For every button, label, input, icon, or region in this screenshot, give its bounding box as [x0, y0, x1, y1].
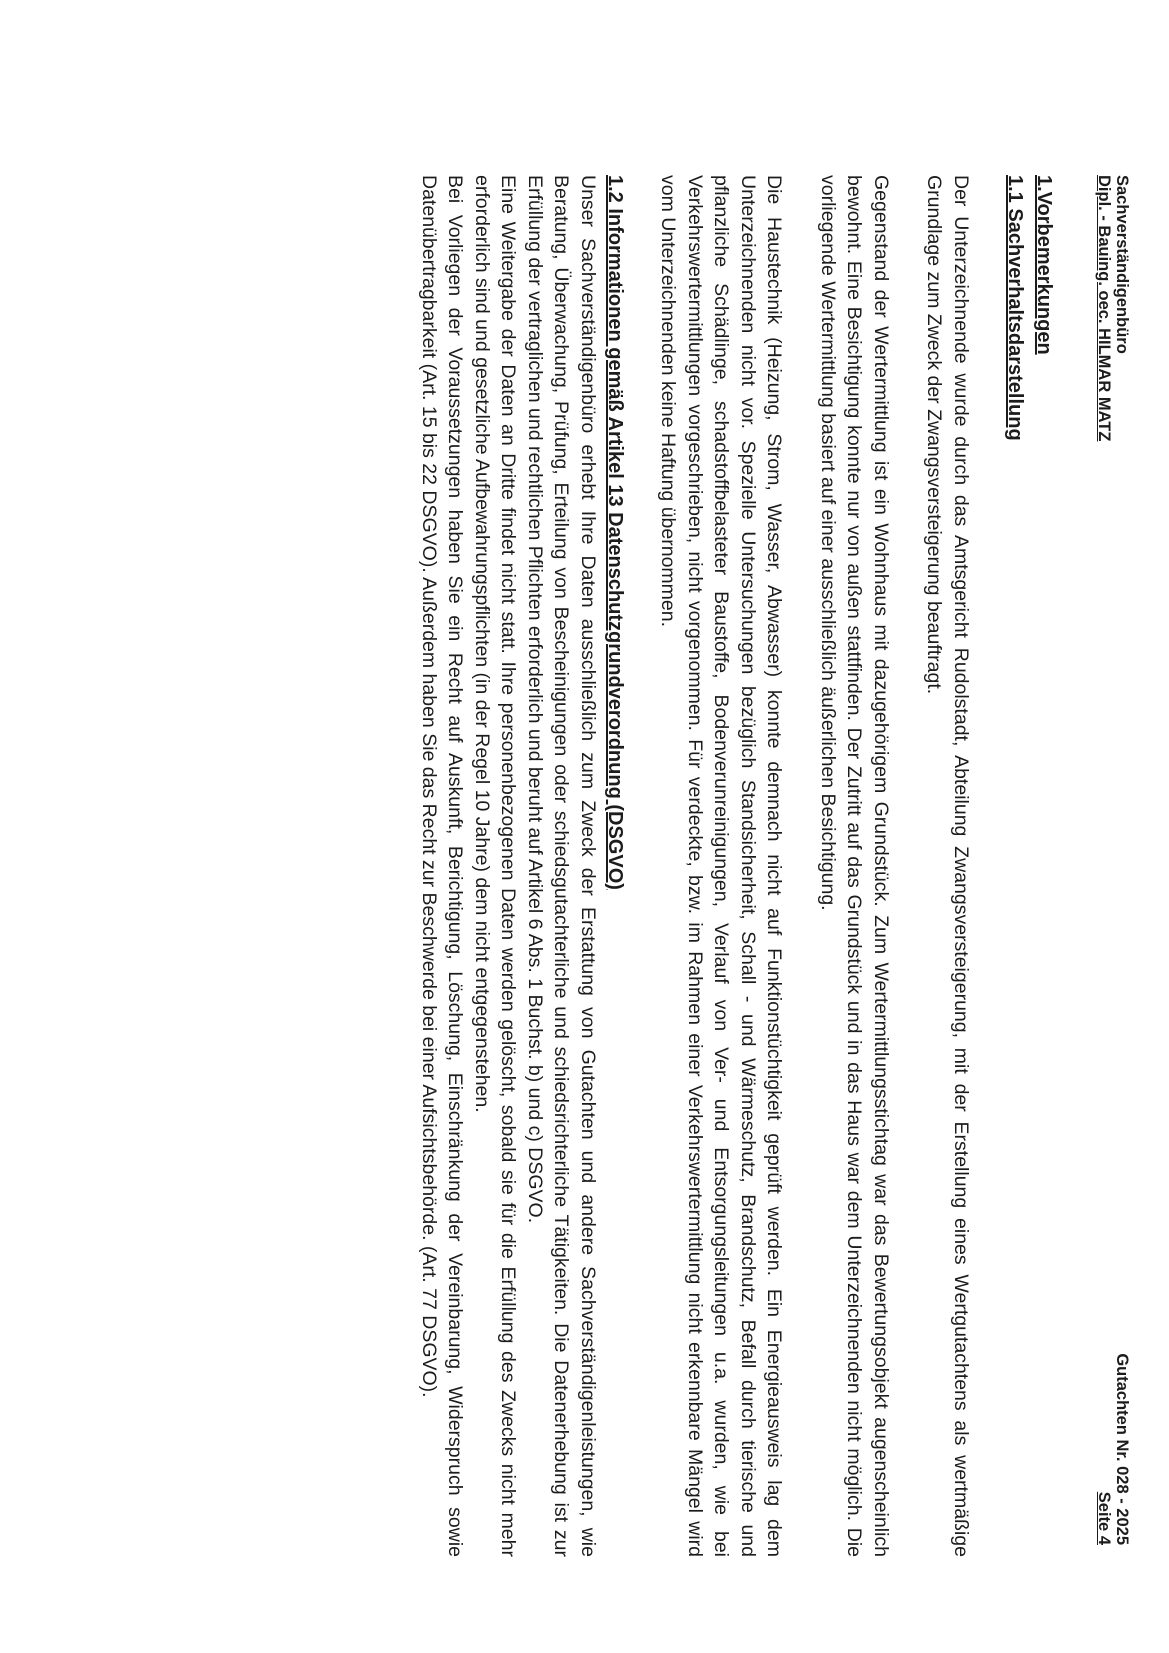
office-block [1095, 175, 1131, 441]
paragraph-datenerhebung: Unser Sachverständigenbüro erhebt Ihre Daten ausschließlich zum Zweck der Erstattung von Gutachten und andere Sachverständigenleistungen, wie Beratung, Überwachung, Prüfung, Erteilung von Bescheinigungen oder schiedsgutachterliche und schiedsrichterliche Tätigkeiten. Die Datenerhebung ist zur Erfüllung der vertraglichen und rechtlichen Pflichten erforderlich und beruht auf Artikel 6 Abs. 1 Buchst. b) und c) DSGVO. [524, 175, 599, 1557]
expert-name: Dipl. - Bauing. oec. HILMAR MATZ [1095, 175, 1113, 442]
paragraph-auftrag: Der Unterzeichnende wurde durch das Amtsgericht Rudolstadt, Abteilung Zwangsversteigerung, mit der Erstellung eines Wertgutachtens als wertmäßige Grundlage zum Zweck der Zwangsversteigerung beauftragt. [923, 175, 972, 1557]
office-name: Sachverständigenbüro [1113, 175, 1131, 354]
page-number: Seite 4 [1095, 1491, 1113, 1545]
document-body [416, 175, 1058, 1557]
paragraph-gegenstand: Gegenstand der Wertermittlung ist ein Wohnhaus mit dazugehörigem Grundstück. Zum Wertermittlungsstichtag war das Bewertungsobjekt augenscheinlich bewohnt. Eine Besichtigung konnte nur von außen stattfinden. Der Zutritt auf das Grundstück und in das Haus war dem Unterzeichnenden nicht möglich. Die vorliegende Wertermittlung basiert auf einer ausschließlich äußerlichen Besichtigung. [817, 175, 892, 1557]
section-heading-vorbemerkungen: 1.Vorbemerkungen [1033, 175, 1055, 355]
paragraph-haustechnik: Die Haustechnik (Heizung, Strom, Wasser, Abwasser) konnte demnach nicht auf Funktionstüchtigkeit geprüft werden. Ein Energieausweis lag dem Unterzeichnenden nicht vor. Spezielle Untersuchungen bezüglich Standsicherheit, Schall - und Wärmeschutz, Brandschutz, Befall durch tierische und pflanzliche Schädlinge, schadstoffbelasteter Baustoffe, Bodenverunreinigungen, Verlauf von Ver- und Entsorgungsleitungen u.a. wurden, wie bei Verkehrswertermittlungen vorgeschrieben, nicht vorgenommen. Für verdeckte, bzw. im Rahmen einer Verkehrswertermittlung nicht erkennbare Mängel wird vom Unterzeichnenden keine Haftung übernommen. [657, 175, 786, 1557]
paragraph-weitergabe: Eine Weitergabe der Daten an Dritte findet nicht statt. Ihre personenbezogenen Daten werden gelöscht, sobald sie für die Erfüllung des Zwecks nicht mehr erforderlich sind und gesetzliche Aufbewahrungspflichten (in der Regel 10 Jahre) dem nicht entgegenstehen. [471, 175, 520, 1557]
report-number: Gutachten Nr. 028 - 2025 [1113, 1353, 1131, 1545]
report-block [1095, 1353, 1131, 1545]
subsection-heading-dsgvo: 1.2 Informationen gemäß Artikel 13 Datenschutzgrundverordnung (DSGVO) [604, 175, 626, 890]
subsection-heading-sachverhalt: 1.1 Sachverhaltsdarstellung [1004, 175, 1026, 441]
paragraph-rechte: Bei Vorliegen der Voraussetzungen haben Sie ein Recht auf Auskunft, Berichtigung, Löschung, Einschränkung der Vereinbarung, Widerspruch sowie Datenübertragbarkeit (Art. 15 bis 22 DSGVO). Außerdem haben Sie das Recht zur Beschwerde bei einer Aufsichtsbehörde. (Art. 77 DSGVO). [418, 175, 467, 1557]
